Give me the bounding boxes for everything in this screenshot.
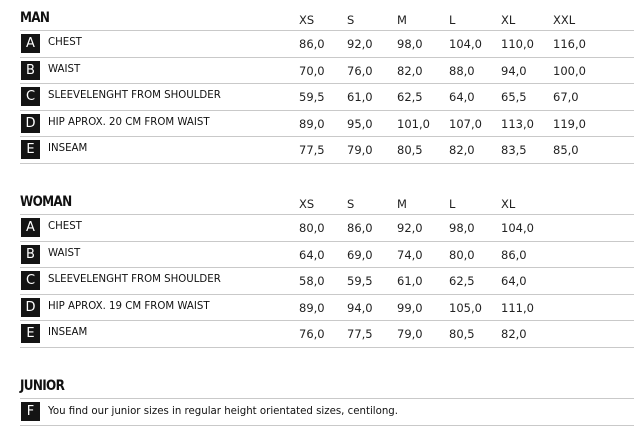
woman-title: WOMAN bbox=[20, 194, 72, 210]
measurement-value: 94,0 bbox=[347, 300, 373, 315]
woman-section bbox=[20, 194, 634, 354]
man-size-header bbox=[20, 13, 634, 29]
measurement-value: 69,0 bbox=[347, 247, 373, 262]
measurement-value: 59,5 bbox=[347, 274, 373, 288]
row-letter-badge: E bbox=[21, 324, 40, 343]
measurement-value: 89,0 bbox=[299, 300, 325, 315]
size-header-l: L bbox=[449, 197, 456, 211]
row-letter-badge: D bbox=[21, 298, 40, 317]
measurement-value: 92,0 bbox=[397, 221, 423, 235]
woman-size-table bbox=[20, 214, 634, 348]
size-header-l: L bbox=[449, 13, 456, 27]
size-header-xs: XS bbox=[299, 13, 315, 27]
measurement-value: 98,0 bbox=[397, 37, 423, 51]
measurement-row bbox=[20, 84, 634, 111]
measurement-value: 76,0 bbox=[299, 327, 325, 341]
measurement-value: 104,0 bbox=[449, 37, 482, 51]
measurement-value: 61,0 bbox=[397, 274, 423, 288]
measurement-value: 80,5 bbox=[397, 143, 423, 157]
size-header-xxl: XXL bbox=[553, 13, 576, 27]
measurement-value: 79,0 bbox=[397, 327, 423, 341]
row-letter-badge: A bbox=[21, 218, 40, 237]
woman-size-header bbox=[20, 197, 634, 213]
measurement-row bbox=[20, 137, 634, 164]
measurement-value: 58,0 bbox=[299, 274, 325, 288]
row-letter-badge: E bbox=[21, 140, 40, 159]
man-title: MAN bbox=[20, 10, 50, 26]
size-header-m: M bbox=[397, 197, 407, 211]
measurement-value: 80,5 bbox=[449, 327, 475, 341]
size-header-xs: XS bbox=[299, 197, 315, 211]
measurement-value: 59,5 bbox=[299, 90, 325, 104]
measurement-row bbox=[20, 295, 634, 322]
measurement-value: 116,0 bbox=[553, 37, 586, 51]
measurement-value: 80,0 bbox=[449, 247, 475, 262]
measurement-value: 101,0 bbox=[397, 116, 430, 131]
row-letter-badge: B bbox=[21, 61, 40, 80]
measurement-label: CHEST bbox=[48, 37, 82, 48]
measurement-value: 110,0 bbox=[501, 37, 534, 51]
size-header-s: S bbox=[347, 197, 355, 211]
size-header-xl: XL bbox=[501, 13, 516, 27]
size-header-xl: XL bbox=[501, 197, 516, 211]
measurement-row bbox=[20, 58, 634, 85]
measurement-value: 98,0 bbox=[449, 221, 475, 235]
measurement-value: 62,5 bbox=[449, 274, 475, 288]
measurement-row bbox=[20, 31, 634, 58]
measurement-value: 77,5 bbox=[299, 143, 325, 157]
measurement-label: CHEST bbox=[48, 221, 82, 232]
measurement-value: 94,0 bbox=[501, 63, 527, 78]
measurement-value: 79,0 bbox=[347, 143, 373, 157]
row-letter-badge: C bbox=[21, 271, 40, 290]
measurement-row bbox=[20, 242, 634, 269]
measurement-label: INSEAM bbox=[48, 327, 88, 338]
measurement-value: 61,0 bbox=[347, 90, 373, 104]
row-letter-badge: B bbox=[21, 245, 40, 264]
measurement-value: 77,5 bbox=[347, 327, 373, 341]
measurement-value: 95,0 bbox=[347, 116, 373, 131]
measurement-value: 105,0 bbox=[449, 300, 482, 315]
measurement-value: 86,0 bbox=[347, 221, 373, 235]
man-section bbox=[20, 10, 634, 170]
junior-table bbox=[20, 398, 634, 426]
row-letter-badge: F bbox=[21, 402, 40, 421]
junior-row bbox=[20, 398, 634, 426]
measurement-row bbox=[20, 111, 634, 138]
measurement-label: WAIST bbox=[48, 247, 81, 259]
measurement-value: 92,0 bbox=[347, 37, 373, 51]
row-letter-badge: C bbox=[21, 87, 40, 106]
measurement-value: 86,0 bbox=[299, 37, 325, 51]
measurement-value: 111,0 bbox=[501, 300, 534, 315]
row-letter-badge: A bbox=[21, 34, 40, 53]
measurement-label: HIP APROX. 20 CM FROM WAIST bbox=[48, 116, 210, 128]
measurement-value: 104,0 bbox=[501, 221, 534, 235]
measurement-label: SLEEVELENGHT FROM SHOULDER bbox=[48, 90, 221, 101]
measurement-value: 70,0 bbox=[299, 63, 325, 78]
measurement-value: 65,5 bbox=[501, 90, 527, 104]
measurement-value: 82,0 bbox=[501, 327, 527, 341]
measurement-value: 62,5 bbox=[397, 90, 423, 104]
size-header-s: S bbox=[347, 13, 355, 27]
junior-title: JUNIOR bbox=[20, 378, 65, 394]
measurement-value: 107,0 bbox=[449, 116, 482, 131]
measurement-row bbox=[20, 268, 634, 295]
man-size-table bbox=[20, 30, 634, 164]
measurement-value: 99,0 bbox=[397, 300, 423, 315]
size-header-m: M bbox=[397, 13, 407, 27]
measurement-label: SLEEVELENGHT FROM SHOULDER bbox=[48, 274, 221, 285]
measurement-row bbox=[20, 215, 634, 242]
measurement-value: 113,0 bbox=[501, 116, 534, 131]
measurement-label: HIP APROX. 19 CM FROM WAIST bbox=[48, 300, 210, 312]
measurement-value: 74,0 bbox=[397, 247, 423, 262]
row-letter-badge: D bbox=[21, 114, 40, 133]
measurement-value: 82,0 bbox=[449, 143, 475, 157]
measurement-value: 83,5 bbox=[501, 143, 527, 157]
measurement-value: 100,0 bbox=[553, 63, 586, 78]
measurement-label: WAIST bbox=[48, 63, 81, 75]
measurement-row bbox=[20, 321, 634, 348]
measurement-value: 64,0 bbox=[299, 247, 325, 262]
measurement-value: 89,0 bbox=[299, 116, 325, 131]
measurement-value: 88,0 bbox=[449, 63, 475, 78]
junior-section bbox=[20, 378, 634, 430]
measurement-value: 80,0 bbox=[299, 221, 325, 235]
measurement-value: 76,0 bbox=[347, 63, 373, 78]
junior-note: You find our junior sizes in regular height orientated sizes, centilong. bbox=[48, 406, 399, 417]
measurement-label: INSEAM bbox=[48, 143, 88, 154]
measurement-value: 86,0 bbox=[501, 247, 527, 262]
measurement-value: 64,0 bbox=[501, 274, 527, 288]
measurement-value: 64,0 bbox=[449, 90, 475, 104]
measurement-value: 82,0 bbox=[397, 63, 423, 78]
measurement-value: 67,0 bbox=[553, 90, 579, 104]
measurement-value: 119,0 bbox=[553, 116, 586, 131]
measurement-value: 85,0 bbox=[553, 143, 579, 157]
